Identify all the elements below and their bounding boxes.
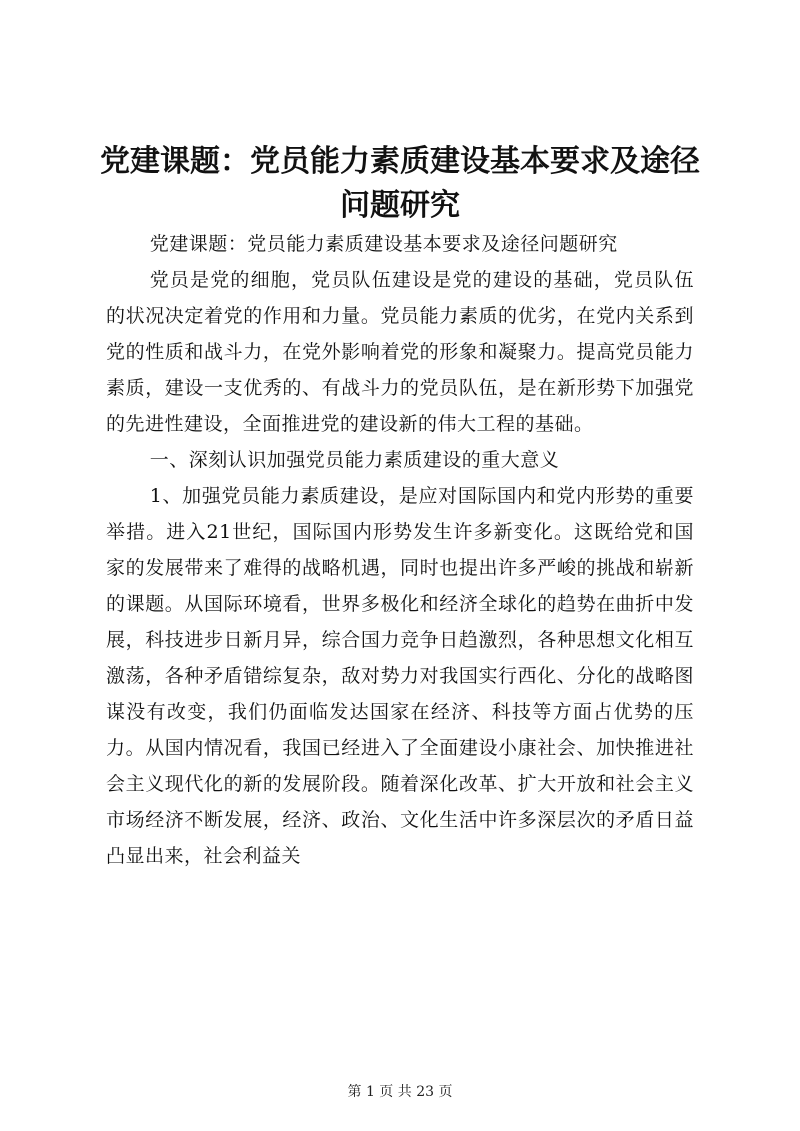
section-heading: 一、深刻认识加强党员能力素质建设的重大意义: [149, 449, 560, 471]
document-body: [106, 226, 694, 874]
body-paragraph: 1、加强党员能力素质建设，是应对国际国内和党内形势的重要举措。进入21世纪，国际国内形势发生许多新变化。这既给党和国家的发展带来了难得的战略机遇，同时也提出许多严峻的挑战和崭新的课题。从国际环境看，世界多极化和经济全球化的趋势在曲折中发展，科技进步日新月异，综合国力竞争日趋激烈，各种思想文化相互激荡，各种矛盾错综复杂，敌对势力对我国实行西化、分化的战略图谋没有改变，我们仍面临发达国家在经济、科技等方面占优势的压力。从国内情况看，我国已经进入了全面建设小康社会、加快推进社会主义现代化的新的发展阶段。随着深化改革、扩大开放和社会主义市场经济不断发展，经济、政治、文化生活中许多深层次的矛盾日益凸显出来，社会利益关: [106, 485, 694, 867]
document-title: 党建课题：党员能力素质建设基本要求及途径问题研究: [100, 144, 700, 223]
subtitle-paragraph: 党建课题：党员能力素质建设基本要求及途径问题研究: [149, 233, 618, 255]
page-number-footer: 第 1 页 共 23 页: [347, 1084, 453, 1100]
intro-paragraph: 党员是党的细胞，党员队伍建设是党的建设的基础，党员队伍的状况决定着党的作用和力量。党员能力素质的优劣，在党内关系到党的性质和战斗力，在党外影响着党的形象和凝聚力。提高党员能力素质，建设一支优秀的、有战斗力的党员队伍，是在新形势下加强党的先进性建设，全面推进党的建设新的伟大工程的基础。: [106, 269, 694, 435]
